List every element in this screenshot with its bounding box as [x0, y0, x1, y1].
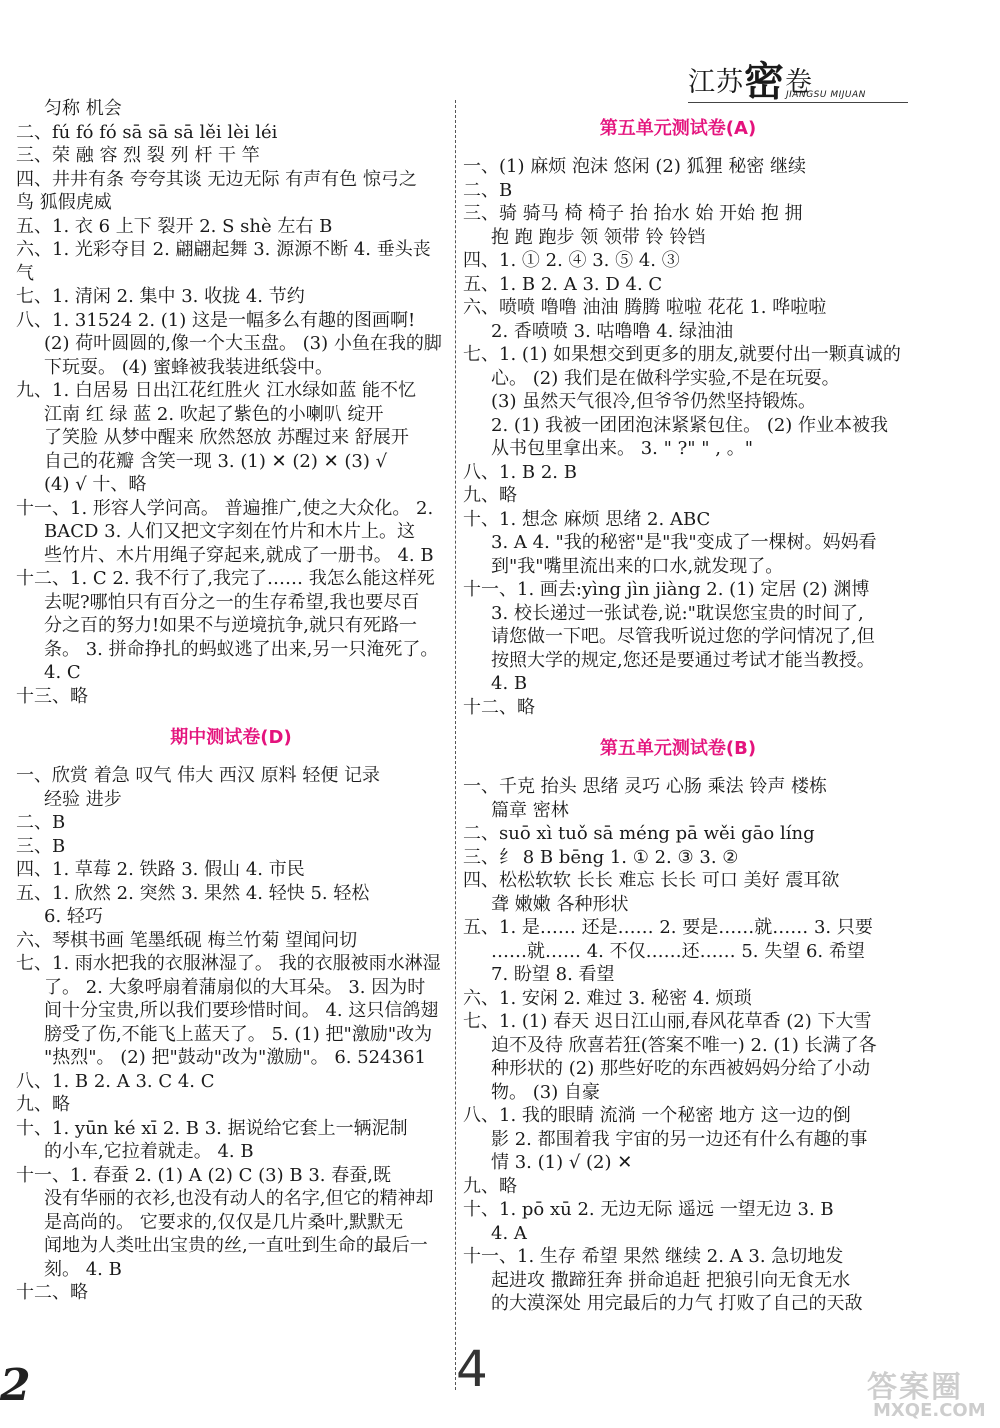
- answer-line: 十二、略: [463, 696, 535, 718]
- answer-line: 二、fú fó fó sā sā sā lěi lèi léi: [16, 121, 278, 143]
- answer-line: 些竹片、木片用绳子穿起来,就成了一册书。 4. B: [44, 544, 434, 566]
- answer-line: 的大漠深处 用完最后的力气 打败了自己的天敌: [491, 1293, 863, 1314]
- answer-line: 聋 嫩嫩 各种形状: [491, 893, 629, 915]
- answer-line: (3) 虽然天气很冷,但爷爷仍然坚持锻炼。: [491, 391, 816, 412]
- answer-line: ……就…… 4. 不仅……还…… 5. 失望 6. 希望: [491, 940, 865, 962]
- answer-line: 迫不及待 欣喜若狂(答案不唯一) 2. (1) 长满了各: [491, 1034, 877, 1056]
- answer-line: 十一、1. 形容人学问高。 普遍推广,使之大众化。 2.: [16, 497, 434, 519]
- answer-line: 十三、略: [16, 685, 88, 707]
- answer-line: 七、1. (1) 如果想交到更多的朋友,就要付出一颗真诚的: [463, 344, 901, 365]
- answer-line: 四、井井有条 夸夸其谈 无边无际 有声有色 惊弓之: [16, 168, 417, 190]
- answer-line: 四、松松软软 长长 难忘 长长 可口 美好 震耳欲: [463, 870, 840, 891]
- answer-line: 气: [16, 262, 34, 284]
- answer-line: 七、1. 雨水把我的衣服淋湿了。 我的衣服被雨水淋湿: [16, 953, 441, 974]
- answer-line: 三、纟 8 B bēng 1. ① 2. ③ 3. ②: [463, 846, 739, 868]
- answer-line: 三、骑 骑马 椅 椅子 抬 抬水 始 开始 抱 拥: [463, 203, 803, 224]
- brand-english: JIANGSU MIJUAN: [786, 90, 866, 100]
- answer-line: 六、琴棋书画 笔墨纸砚 梅兰竹菊 望闻问切: [16, 929, 358, 951]
- answer-line: 情 3. (1) √ (2) ✕: [491, 1152, 633, 1173]
- answer-line: 二、B: [463, 179, 513, 201]
- handwritten-number: 4: [456, 1340, 488, 1398]
- answer-line: 五、1. B 2. A 3. D 4. C: [463, 273, 663, 295]
- answer-line: 种形状的 (2) 那些好吃的东西被妈妈分给了小动: [491, 1058, 870, 1079]
- answer-line: 五、1. 是…… 还是…… 2. 要是……就…… 3. 只要: [463, 917, 873, 938]
- answer-line: 一、(1) 麻烦 泡沫 悠闲 (2) 狐狸 秘密 继续: [463, 156, 807, 177]
- answer-line: 十、1. pō xū 2. 无边无际 遥远 一望无边 3. B: [463, 1199, 834, 1220]
- answer-line: 六、1. 安闲 2. 难过 3. 秘密 4. 烦琐: [463, 987, 752, 1009]
- answer-line: 十、1. 想念 麻烦 思绪 2. ABC: [463, 508, 711, 530]
- watermark-url: MXQE.COM: [873, 1400, 986, 1421]
- answer-line: 三、B: [16, 835, 66, 857]
- answer-line: 十一、1. 生存 希望 果然 继续 2. A 3. 急切地发: [463, 1246, 844, 1267]
- answer-line: (4) √ 十、略: [44, 474, 147, 495]
- answer-line: 到"我"嘴里流出来的口水,就发现了。: [491, 555, 784, 577]
- answer-line: 按照大学的规定,您还是要通过考试才能当教授。: [491, 649, 875, 671]
- answer-line: 3. A 4. "我的秘密"是"我"变成了一棵树。妈妈看: [491, 532, 877, 553]
- answer-line: 七、1. 清闲 2. 集中 3. 收拢 4. 节约: [16, 286, 305, 307]
- answer-line: 十、1. yūn ké xī 2. B 3. 据说给它套上一辆泥制: [16, 1117, 408, 1139]
- answer-line: 起进攻 撒蹄狂奔 拼命追赶 把狼引向无食无水: [491, 1269, 851, 1291]
- answer-line: 经验 进步: [44, 788, 122, 810]
- answer-line: 7. 盼望 8. 看望: [491, 964, 615, 985]
- answer-line: 心。 (2) 我们是在做科学实验,不是在玩耍。: [491, 367, 840, 389]
- answer-line: 2. 香喷喷 3. 咕噜噜 4. 绿油油: [491, 320, 734, 342]
- answer-line: 九、1. 白居易 日出江花红胜火 江水绿如蓝 能不忆: [16, 380, 417, 401]
- answer-line: 自己的花瓣 含笑一现 3. (1) ✕ (2) ✕ (3) √: [44, 450, 388, 472]
- answer-line: (2) 荷叶圆圆的,像一个大玉盘。 (3) 小鱼在我的脚: [44, 333, 442, 354]
- answer-line: 间十分宝贵,所以我们要珍惜时间。 4. 这只信鸽翅: [44, 1000, 439, 1021]
- answer-line: 6. 轻巧: [44, 906, 103, 927]
- answer-line: 没有华丽的衣衫,也没有动人的名字,但它的精神却: [44, 1188, 434, 1209]
- answer-line: 十二、1. C 2. 我不行了,我完了…… 我怎么能这样死: [16, 568, 435, 589]
- answer-line: 四、1. ① 2. ④ 3. ⑤ 4. ③: [463, 250, 680, 271]
- answer-line: 四、1. 草莓 2. 铁路 3. 假山 4. 市民: [16, 859, 305, 880]
- answer-line: 物。 (3) 自豪: [491, 1081, 600, 1103]
- answer-line: 七、1. (1) 春天 迟日江山丽,春风花草香 (2) 下大雪: [463, 1011, 872, 1032]
- section-title: 第五单元测试卷(B): [599, 738, 757, 759]
- column-divider: [455, 100, 456, 1390]
- page-number: 2: [0, 1360, 31, 1411]
- answer-line: "热烈"。 (2) 把"鼓动"改为"激励"。 6. 524361: [44, 1047, 426, 1068]
- answer-line: 是高尚的。 它要求的,仅仅是几片桑叶,默默无: [44, 1211, 404, 1233]
- answer-line: 匀称 机会: [44, 98, 122, 119]
- answer-line: 十一、1. 画去:yìng jìn jiàng 2. (1) 定居 (2) 渊博: [463, 579, 870, 600]
- watermark: [855, 1362, 995, 1422]
- answer-line: 十二、略: [16, 1282, 88, 1303]
- answer-line: 八、1. B 2. B: [463, 461, 577, 483]
- answer-line: 八、1. 我的眼睛 流淌 一个秘密 地方 这一边的倒: [463, 1105, 851, 1126]
- brand-logo: [688, 40, 918, 105]
- answer-line: 3. 校长递过一张试卷,说:"耽误您宝贵的时间了,: [491, 602, 864, 624]
- answer-line: 一、千克 抬头 思绪 灵巧 心肠 乘法 铃声 楼栋: [463, 776, 828, 797]
- answer-line: 八、1. 31524 2. (1) 这是一幅多么有趣的图画啊!: [16, 309, 416, 331]
- answer-line: 六、1. 光彩夺目 2. 翩翩起舞 3. 源源不断 4. 垂头丧: [16, 239, 431, 260]
- header-rule: [688, 102, 908, 103]
- answer-line: 九、略: [463, 485, 517, 506]
- answer-line: 江南 红 绿 蓝 2. 吹起了紫色的小喇叭 绽开: [44, 403, 384, 425]
- answer-line: 五、1. 衣 6 上下 裂开 2. S shè 左右 B: [16, 215, 333, 237]
- answer-line: 五、1. 欣然 2. 突然 3. 果然 4. 轻快 5. 轻松: [16, 882, 370, 904]
- right-column: [463, 117, 901, 1316]
- answer-line: 4. A: [491, 1222, 527, 1244]
- answer-line: 九、略: [463, 1175, 517, 1197]
- answer-line: 4. C: [44, 662, 81, 683]
- answer-line: 了笑脸 从梦中醒来 欣然怒放 苏醒过来 舒展开: [44, 427, 409, 448]
- answer-line: 二、B: [16, 812, 66, 833]
- answer-line: 篇章 密林: [491, 799, 569, 821]
- answer-line: 鸟 狐假虎威: [16, 192, 112, 213]
- left-column: [16, 97, 446, 1305]
- answer-line: 抱 跑 跑步 领 领带 铃 铃铛: [491, 226, 706, 248]
- answer-line: 从书包里拿出来。 3. " ?" " , 。": [491, 438, 753, 459]
- answer-line: 下玩耍。 (4) 蜜蜂被我装进纸袋中。: [44, 356, 333, 378]
- answer-line: 闻地为人类吐出宝贵的丝,一直吐到生命的最后一: [44, 1235, 428, 1256]
- answer-line: 请您做一下吧。尽管我听说过您的学问情况了,但: [491, 626, 875, 647]
- answer-line: 十一、1. 春蚕 2. (1) A (2) C (3) B 3. 春蚕,既: [16, 1164, 391, 1186]
- answer-line: 2. (1) 我被一团团泡沫紧紧包住。 (2) 作业本被我: [491, 414, 889, 436]
- answer-line: 去呢?哪怕只有百分之一的生存希望,我也要尽百: [44, 591, 420, 613]
- answer-line: 了。 2. 大象呼扇着蒲扇似的大耳朵。 3. 因为时: [44, 976, 426, 998]
- answer-line: 六、喷喷 噜噜 油油 腾腾 啦啦 花花 1. 哗啦啦: [463, 297, 827, 318]
- answer-line: 4. B: [491, 673, 528, 694]
- answer-line: 条。 3. 拼命挣扎的蚂蚁逃了出来,另一只淹死了。: [44, 638, 439, 660]
- brand-name: 江苏密卷: [688, 59, 813, 105]
- answer-line: 的小车,它拉着就走。 4. B: [44, 1141, 254, 1162]
- section-title: 期中测试卷(D): [170, 727, 292, 748]
- answer-line: BACD 3. 人们又把文字刻在竹片和木片上。这: [44, 521, 416, 542]
- answer-line: 八、1. B 2. A 3. C 4. C: [16, 1070, 215, 1092]
- answer-line: 影 2. 都围着我 宇宙的另一边还有什么有趣的事: [491, 1128, 868, 1150]
- answer-line: 九、略: [16, 1094, 70, 1115]
- answer-line: 二、suō xì tuǒ sā méng pā wěi gāo líng: [463, 823, 815, 844]
- answer-line: 一、欣赏 着急 叹气 伟大 西汉 原料 轻便 记录: [16, 765, 381, 786]
- answer-line: 膀受了伤,不能飞上蓝天了。 5. (1) 把"激励"改为: [44, 1023, 433, 1045]
- section-title: 第五单元测试卷(A): [599, 118, 757, 139]
- answer-line: 刻。 4. B: [44, 1258, 122, 1280]
- watermark-logo: 答案圈: [867, 1370, 963, 1405]
- answer-line: 分之百的努力!如果不与逆境抗争,就只有死路一: [44, 615, 417, 636]
- answer-line: 三、荣 融 容 烈 裂 列 杆 干 竿: [16, 145, 260, 166]
